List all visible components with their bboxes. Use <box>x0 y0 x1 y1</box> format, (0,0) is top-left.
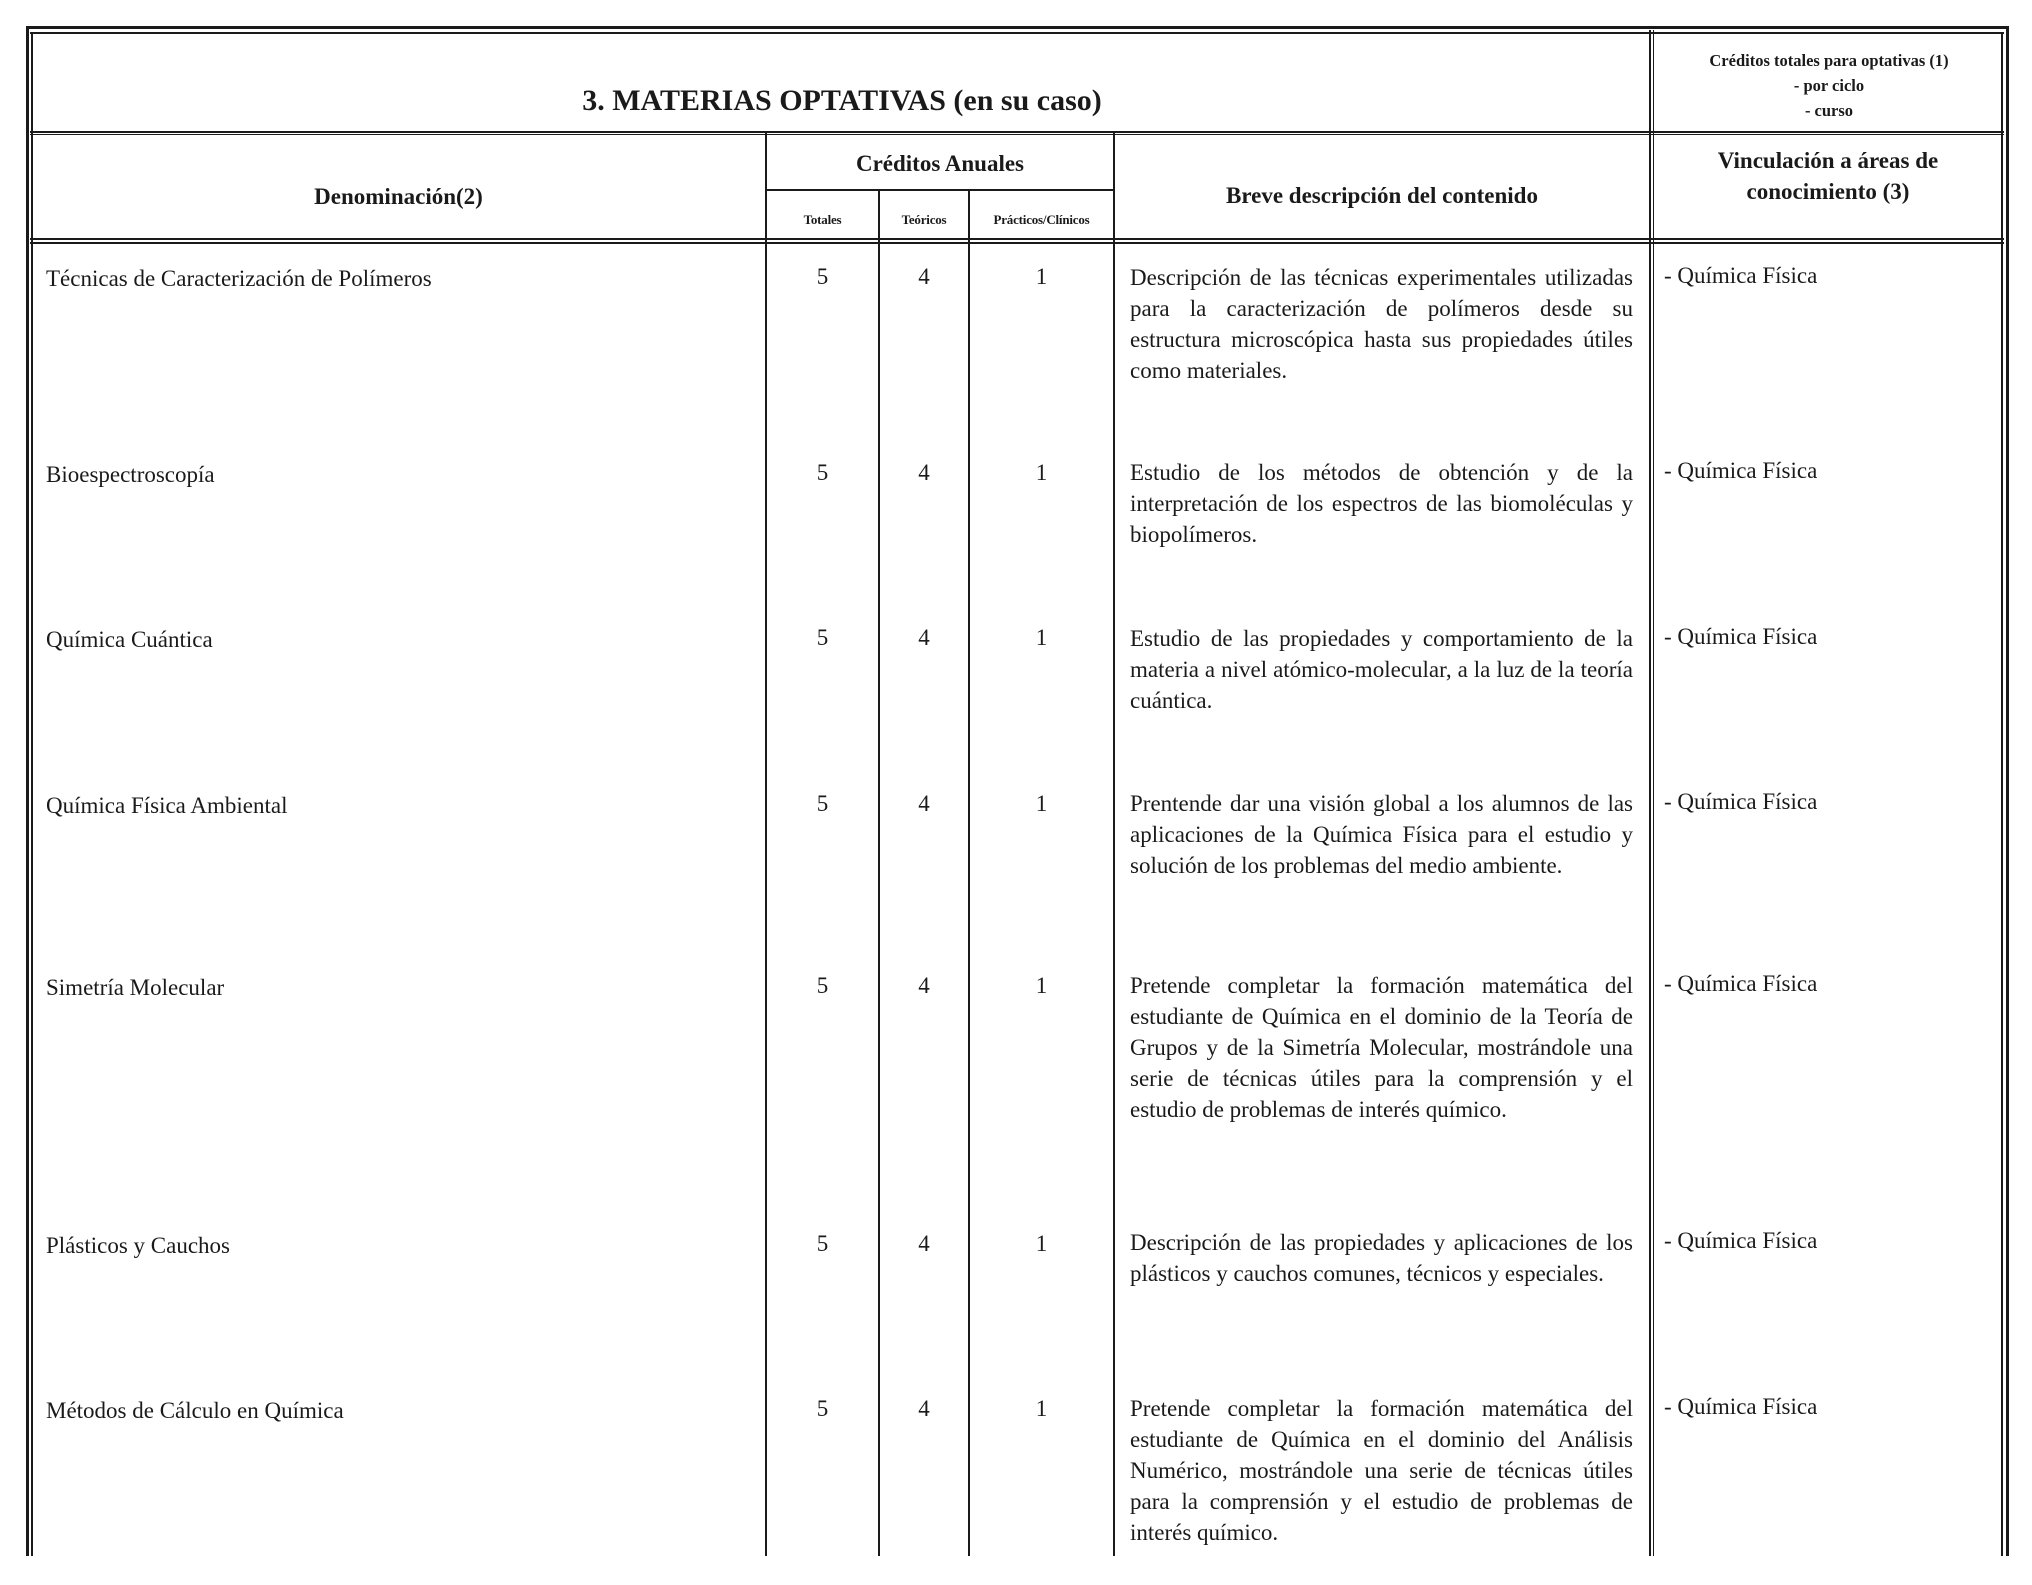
row-denominacion: Química Física Ambiental <box>46 793 288 818</box>
row-descripcion: Descripción de las propiedades y aplicaciones de los plásticos y cauchos comunes, técnicos y especiales. <box>1130 1230 1633 1286</box>
header-divider-1b <box>30 134 2004 135</box>
header-divider-2 <box>30 238 2004 240</box>
row-totales: 5 <box>816 973 829 998</box>
row-practicos: 1 <box>1035 1396 1048 1421</box>
col-header-practicos: Prácticos/Clínicos <box>993 212 1090 227</box>
row-teoricos: 4 <box>918 625 930 650</box>
row-denominacion: Simetría Molecular <box>46 975 225 1000</box>
row-teoricos: 4 <box>918 460 930 485</box>
row-practicos: 1 <box>1035 791 1048 816</box>
col-header-totales: Totales <box>803 212 842 227</box>
row-totales: 5 <box>816 791 829 816</box>
col-header-creditos-anuales: Créditos Anuales <box>855 151 1025 176</box>
row-denominacion: Plásticos y Cauchos <box>46 1233 230 1258</box>
row-teoricos: 4 <box>918 1231 930 1256</box>
row-totales: 5 <box>816 460 829 485</box>
frame-top-inner <box>30 32 2004 34</box>
row-practicos: 1 <box>1035 973 1048 998</box>
row-descripcion: Estudio de las propiedades y comportamiento de la materia a nivel atómico-molecular, a la luz de la teoría cuántica. <box>1130 626 1633 713</box>
row-teoricos: 4 <box>918 1396 930 1421</box>
row-descripcion: Pretende completar la formación matemática del estudiante de Química en el dominio de la Teoría de Grupos y de la Simetría Molecular, mostrándole una serie de técnicas útiles para la comprensión y el estudio de problemas de interés químico. <box>1130 973 1633 1122</box>
frame-right-inner <box>2001 32 2003 1556</box>
col-rule-teoricos <box>968 191 970 1556</box>
row-area: - Química Física <box>1664 1228 1818 1253</box>
frame-right-outer <box>2006 26 2009 1556</box>
frame-left-inner <box>31 32 33 1556</box>
col-header-teoricos: Teóricos <box>901 212 947 227</box>
row-area: - Química Física <box>1664 263 1818 288</box>
credits-note <box>1650 48 2008 123</box>
col-header-descripcion: Breve descripción del contenido <box>1226 183 1538 208</box>
row-totales: 5 <box>816 1231 829 1256</box>
row-totales: 5 <box>816 264 829 289</box>
col-rule-denominacion <box>765 133 767 1556</box>
row-denominacion: Métodos de Cálculo en Química <box>46 1398 344 1423</box>
row-practicos: 1 <box>1035 1231 1048 1256</box>
row-descripcion: Prentende dar una visión global a los alumnos de las aplicaciones de la Química Física para el estudio y solución de los problemas del medio ambiente. <box>1130 791 1633 878</box>
col-rule-right-title-b <box>1653 30 1654 1556</box>
frame-left-outer <box>26 26 29 1556</box>
credits-note-line3: - curso <box>1804 101 1854 120</box>
row-denominacion: Bioespectroscopía <box>46 462 215 487</box>
credits-note-line2: - por ciclo <box>1793 76 1865 95</box>
col-header-vinculacion-1: Vinculación a áreas de <box>1717 148 1939 173</box>
frame-top-outer <box>26 26 2008 29</box>
col-rule-totales <box>878 191 880 1556</box>
row-denominacion: Química Cuántica <box>46 627 213 652</box>
col-rule-right-title <box>1649 30 1651 1556</box>
row-denominacion: Técnicas de Caracterización de Polímeros <box>46 266 432 291</box>
row-area: - Química Física <box>1664 789 1818 814</box>
row-totales: 5 <box>816 625 829 650</box>
row-practicos: 1 <box>1035 460 1048 485</box>
row-teoricos: 4 <box>918 264 930 289</box>
row-area: - Química Física <box>1664 1394 1818 1419</box>
header-divider-1 <box>30 131 2004 133</box>
row-teoricos: 4 <box>918 791 930 816</box>
row-practicos: 1 <box>1035 625 1048 650</box>
credits-note-line1: Créditos totales para optativas (1) <box>1709 51 1949 70</box>
page-title: 3. MATERIAS OPTATIVAS (en su caso) <box>582 84 1102 117</box>
col-header-denominacion: Denominación(2) <box>314 184 483 209</box>
row-area: - Química Física <box>1664 458 1818 483</box>
col-rule-practicos <box>1113 133 1115 1556</box>
row-descripcion: Pretende completar la formación matemática del estudiante de Química en el dominio del Análisis Numérico, mostrándole una serie de técnicas útiles para la comprensión y el estudio de problemas de interés químico. <box>1130 1396 1633 1545</box>
row-descripcion: Estudio de los métodos de obtención y de la interpretación de los espectros de las biomoléculas y biopolímeros. <box>1130 460 1633 547</box>
row-descripcion: Descripción de las técnicas experimentales utilizadas para la caracterización de polímeros desde su estructura microscópica hasta sus propiedades útiles como materiales. <box>1130 265 1633 383</box>
row-totales: 5 <box>816 1396 829 1421</box>
col-header-vinculacion-2: conocimiento (3) <box>1746 179 1910 204</box>
row-area: - Química Física <box>1664 971 1818 996</box>
row-practicos: 1 <box>1035 264 1048 289</box>
header-divider-2b <box>30 242 2004 244</box>
creditos-subdivider <box>767 189 1114 191</box>
row-area: - Química Física <box>1664 624 1818 649</box>
row-teoricos: 4 <box>918 973 930 998</box>
